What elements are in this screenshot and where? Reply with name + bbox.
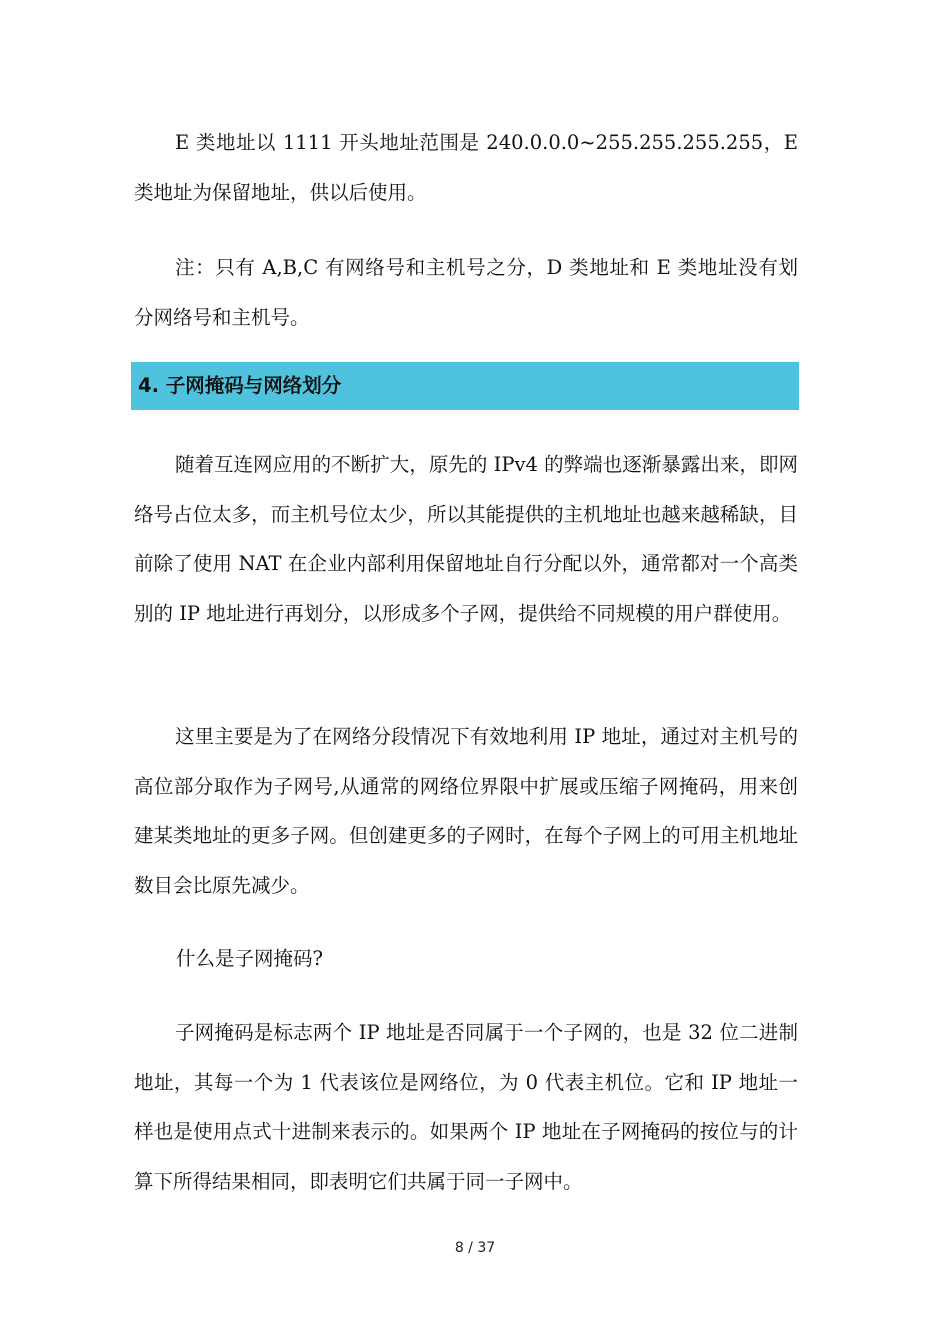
paragraph-definition: 子网掩码是标志两个 IP 地址是否同属于一个子网的，也是 32 位二进制地址，其每一个为 1 代表该位是网络位，为 0 代表主机位。它和 IP 地址一样也是使用点式十进制来表示的。如果两个 IP 地址在子网掩码的按位与的计算下所得结果相同，即表明它们共属于同一子网中。: [134, 1021, 798, 1193]
question-heading: 什么是子网掩码?: [176, 947, 323, 970]
section-heading-bar: [131, 362, 799, 410]
paragraph-note: 注：只有 A,B,C 有网络号和主机号之分，D 类地址和 E 类地址没有划分网络号和主机号。: [134, 256, 798, 329]
paragraph-class-e-address: E 类地址以 1111 开头地址范围是 240.0.0.0~255.255.255.255，E 类地址为保留地址，供以后使用。: [134, 131, 798, 204]
paragraph-purpose: 这里主要是为了在网络分段情况下有效地利用 IP 地址，通过对主机号的高位部分取作为子网号,从通常的网络位界限中扩展或压缩子网掩码，用来创建某类地址的更多子网。但创建更多的子网时，在每个子网上的可用主机地址数目会比原先减少。: [134, 725, 798, 897]
page-number: 8 / 37: [454, 1240, 496, 1256]
section-heading: 4. 子网掩码与网络划分: [138, 374, 342, 397]
paragraph-intro: 随着互连网应用的不断扩大，原先的 IPv4 的弊端也逐渐暴露出来，即网络号占位太多，而主机号位太少，所以其能提供的主机地址也越来越稀缺，目前除了使用 NAT 在企业内部利用保留地址自行分配以外，通常都对一个高类别的 IP 地址进行再划分，以形成多个子网，提供给不同规模的用户群使用。: [134, 453, 798, 625]
